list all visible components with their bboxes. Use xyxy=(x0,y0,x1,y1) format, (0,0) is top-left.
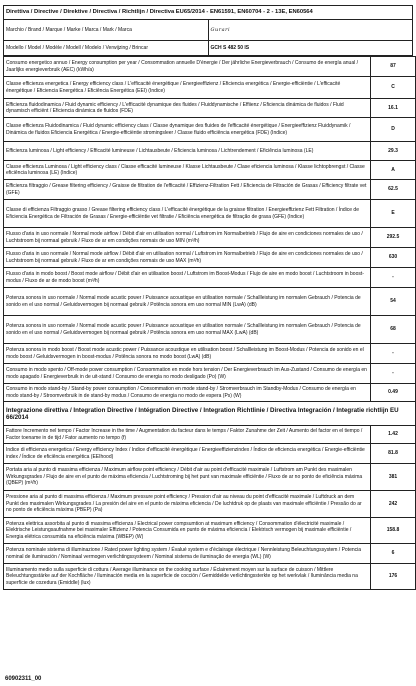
document-code: 60902311_00 xyxy=(5,676,42,682)
row-value: 176 xyxy=(371,564,416,590)
row-value: 54 xyxy=(371,288,416,316)
row-label: Efficienza luminosa / Light efficiency / Efficacité lumineuse / Lichtausbeute / Eficiencia luminosa / Lichtrendement / Eficiência luminosa (LE) xyxy=(4,142,371,161)
row-label: Classe di efficienza Filtraggio grasso / Grease filtering efficiency class / L'efficacité énergétique de la graisse filtration / Energieeffizienz Fett Filtration / Índice de Eficiencia Energética de Filtración de Grasas / Energie-efficiëntie vet filtratie / Eficiência energética de filtração de graxa (GFE) (Indice) xyxy=(4,200,371,228)
row-label: Flusso d'aria in uso normale / Normal mode airflow / Débit d'air en utilisation normal / Luftstrom im Normalbetrieb / Flujo de aire en condiciones normales de uso / Luchtstroom bij normaal gebruik / Fluxo de ar em condições normais de uso MIN (m³/h) xyxy=(4,228,371,248)
row-value: 381 xyxy=(371,464,416,491)
row-label: Potenza elettrica assorbita al punto di massima efficienza / Electrical power compsumtion at maximum efficiency / Consommation d'électricité maximale / Elektrische Leistungsaufnahme bei maximaler Effizienz / Potencia Consumida en punto de máxima eficiencia / Elektrisch vermogen bij maximale efficiëntie / Energia elétrica consumida na eficiência máxima (WBEP) (W) xyxy=(4,518,371,544)
table-row xyxy=(4,118,416,142)
brand-row xyxy=(4,20,413,41)
table-row xyxy=(4,142,416,161)
row-label: Efficienza filtraggio / Grease filtering efficiency / Graisse de filtration de l'efficacité / Effizienz-Filtration Fett / Eficiencia de Filtración de Grasas / Efficiency filtrate vet (GFE) xyxy=(4,180,371,200)
row-label: Potenza nominale sistema di illuminazione / Rated power lighting system / Évalué system e d'éclairage électrique / Nennleistung Beleuchtungssystem / Potencia nominal de iluminación / Nominaal vermogen verlichtingssysteem / Nominal sistema de iluminação de energia (WL) (W) xyxy=(4,544,371,564)
row-value: 87 xyxy=(371,57,416,77)
model-code: GCH S 482 50 IS xyxy=(208,41,413,56)
row-value: 16.1 xyxy=(371,99,416,118)
row-label: Flusso d'aria in uso normale / Normal mode airflow / Débit d'air en utilisation normal / Luftstrom im Normalbetrieb / Flujo de aire en condiciones normales de uso / Luchtstroom bij normaal gebruik / Fluxo de ar em condições normais de uso MAX (m³/h) xyxy=(4,248,371,268)
row-label: Indice di efficienza energetica / Energy efficiency Index / Indice d'efficacité énergétique / Energieeffizienzindex / Índice de eficiencia energética / Energie-efficiëntie index / Índice de eficiência energética (EEIhood) xyxy=(4,444,371,464)
row-label: Potenza sonora in modo boost / Boost mode acustic power / Puissance acoustique en utilisation boost / Schallleistung im Boost-Modus / Potencia de sonido en el modo boost / Geluidsvermogen in boost-modus / Potência sonora no modo boost (LwA) (dB) xyxy=(4,344,371,364)
row-value: 81.8 xyxy=(371,444,416,464)
row-value: A xyxy=(371,161,416,180)
table-row xyxy=(4,464,416,491)
row-value: - xyxy=(371,268,416,288)
row-value: 62.5 xyxy=(371,180,416,200)
row-value: 0.49 xyxy=(371,384,416,402)
row-value: D xyxy=(371,118,416,142)
table-row xyxy=(4,180,416,200)
row-label: Fattore Incremento nel tempo / Factor Increase in the time / Augmentation du facteur dans le temps / Faktor Zunahme der Zeit / Aumento del factor en el tiempo / Factor toename in de tijd / Fator aumento no tempo (f) xyxy=(4,426,371,444)
brand-logo: Gurari xyxy=(208,20,413,41)
row-label: Illuminamento medio sulla superficie di cottura / Average illuminance on the cooking surface / Éclairement moyen sur la surface de cuisson / Mittlere Beleuchtungsstärke auf der Kochfläche / Iluminación media en la superficie de cocción / Gemiddelde verlichtingssterkte op het werkvlak / Iluminância media na superfície de cozedura (Emiddle) (lux) xyxy=(4,564,371,590)
row-value: 1.42 xyxy=(371,426,416,444)
table-row xyxy=(4,316,416,344)
table-row xyxy=(4,200,416,228)
table-row xyxy=(4,57,416,77)
row-value: - xyxy=(371,344,416,364)
row-label: Flusso d'aria in modo boost / Boost mode airflow / Débit d'air en utilisation boost / Luftstrom im Boost-Modus / Flujo de aire en modo boost / Luchtstroom in boost-modus / Fluxo de ar de modo boost (m³/h) xyxy=(4,268,371,288)
table-row xyxy=(4,248,416,268)
energy-data-table xyxy=(3,5,413,56)
table-row xyxy=(4,384,416,402)
row-label: Efficienza fluidodinamica / Fluid dynamic efficiency / L'efficacité dynamique des fluides / Fluiddynamische / Effiienz / Eficiencia dinámica de fluidos / Fluid dynamisch efficiënt / Eficiencia dinámica de fluidos (FDE) xyxy=(4,99,371,118)
table-row xyxy=(4,288,416,316)
row-value: E xyxy=(371,200,416,228)
row-label: Classe efficienza Fluidodinamica / Fluid dynamic efficiency class / Classe dynamique des fluides de l'efficacité énergétique / Energieeffizienz Fluiddynamik / Dinámica de fluidos Eficiencia Energética / Energie-efficiëntie stromingsleer / Classe fluido efficiência energética (FDE) (Indice) xyxy=(4,118,371,142)
row-value: 68 xyxy=(371,316,416,344)
table-row xyxy=(4,491,416,518)
model-row xyxy=(4,41,413,56)
brand-label: Marchio / Brand / Marque / Marke / Marca / Mark / Marca xyxy=(4,20,209,41)
table-row xyxy=(4,228,416,248)
row-label: Potenza sonora in uso normale / Normal mode acustic power / Puissance acoustique en utilisation normale / Schallleistung im normalen Gebrauch / Potencia de sonido en el uso normal / Geluidsvermogen bij normaal gebruik / Potência sonora em uso normal MAX (LwA) (dB) xyxy=(4,316,371,344)
energy-label-sheet xyxy=(3,5,413,590)
table-row xyxy=(4,77,416,99)
row-value: 292.5 xyxy=(371,228,416,248)
row-label: Classe efficienza Luminosa / Light efficiency class / Classe efficacité lumineuse / Klasse Lichtausbeute / Clase eficiencia luminosa / Klasse lichtopbrengst / Classe eficiência luminosa (LE) (Indice) xyxy=(4,161,371,180)
table-row xyxy=(4,268,416,288)
row-value: 242 xyxy=(371,491,416,518)
table-row xyxy=(4,99,416,118)
energy-values-table xyxy=(3,56,416,590)
table-row xyxy=(4,426,416,444)
table-row xyxy=(4,364,416,384)
table-row xyxy=(4,544,416,564)
row-value: 630 xyxy=(371,248,416,268)
table-row xyxy=(4,518,416,544)
row-label: Pressione aria al punto di massima efficienza / Maximum pressure point efficiency / Pression d'air au niveau du point d'efficacité maximale / Luftdruck an dem Punkt des maximalen Wirkungsgrades / La presión del aire en el punto de máxima eficiencia / De luchtdruk op de plaats van maximale efficiëntie / Pressão do ar no ponto de eficiência máxima (PBEP) (Pa) xyxy=(4,491,371,518)
row-value: C xyxy=(371,77,416,99)
row-label: Potenza sonora in uso normale / Normal mode acustic power / Puissance acoustique en utilisation normale / Schallleistung im normalen Gebrauch / Potencia de sonido en el uso normal / Geluidsvermogen bij normaal gebruik / Potência sonora em uso normal MIN (LwA) (dB) xyxy=(4,288,371,316)
table-row xyxy=(4,344,416,364)
model-label: Modello / Model / Modèle / Modell / Modelo / Verwijzing / Brincar xyxy=(4,41,209,56)
row-label: Consumo in modo spento / Off-mode power consumption / Consommation en mode hors tension / Der Energieverbrauch im Aus-Zustand / Consumo de energía en modo apagado / Energieverbruik in de uit-stand / Consumo de energia no modo desligado (Po) (W) xyxy=(4,364,371,384)
row-value: - xyxy=(371,364,416,384)
table-row xyxy=(4,161,416,180)
row-label: Consumo in modo stand-by / Stand-by power consumption / Consommation en mode stand-by / Stromverbrauch im Standby-Modus / Consumo de energía en modo stand-by / Stroomverbruik in de stand-by modus / Consumo de energia no modo de espera (Ps) (W) xyxy=(4,384,371,402)
integration-section-title: Integrazione direttiva / Integration Directive / Intégration Directive / Integration Richtlinie / Directiva Integración / Integratie richtlijn EU 66/2014 xyxy=(4,402,416,426)
row-value: 29.3 xyxy=(371,142,416,161)
directive-header: Direttiva / Directive / Direktive / Directiva / Richtlijn / Directiva EU65/2014 - EN61591, EN60704 - 2 - 13E, EN60564 xyxy=(4,6,413,20)
row-value: 158.8 xyxy=(371,518,416,544)
row-value: 6 xyxy=(371,544,416,564)
table-row xyxy=(4,444,416,464)
directive-header-row xyxy=(4,6,413,20)
row-label: Portata aria al punto di massima efficienza / Maximum airflow point efficiency / Débit d'air au point d'efficacité maximale / Luftstrom am Punkt des maximalen Wirkungsgrades / Flujo de aire en el punto de máxima eficiencia / Luchtstroming bij het punt van maximale efficiëntie / Fluxo de ar no ponto de eficiência máxima (QBEP) (m³/h) xyxy=(4,464,371,491)
row-label: Classe efficienza energetica / Energy efficiency class / L'efficacité énergétique / Energieeffizienz / Eficiencia energética / Energie-efficiëntie / L'efficacité énergétique / Eficiencia Energética / Eficiência Energética (EEI) (Indice) xyxy=(4,77,371,99)
row-label: Consumo energetico annuo / Energy consumption per year / Consommation annuelle D'énergie / Der jährliche Energieverbrauch / Consumo de energía anual / Jaarlijks energieverbruik (AEC) (kWh/a) xyxy=(4,57,371,77)
table-row xyxy=(4,564,416,590)
integration-section-row xyxy=(4,402,416,426)
